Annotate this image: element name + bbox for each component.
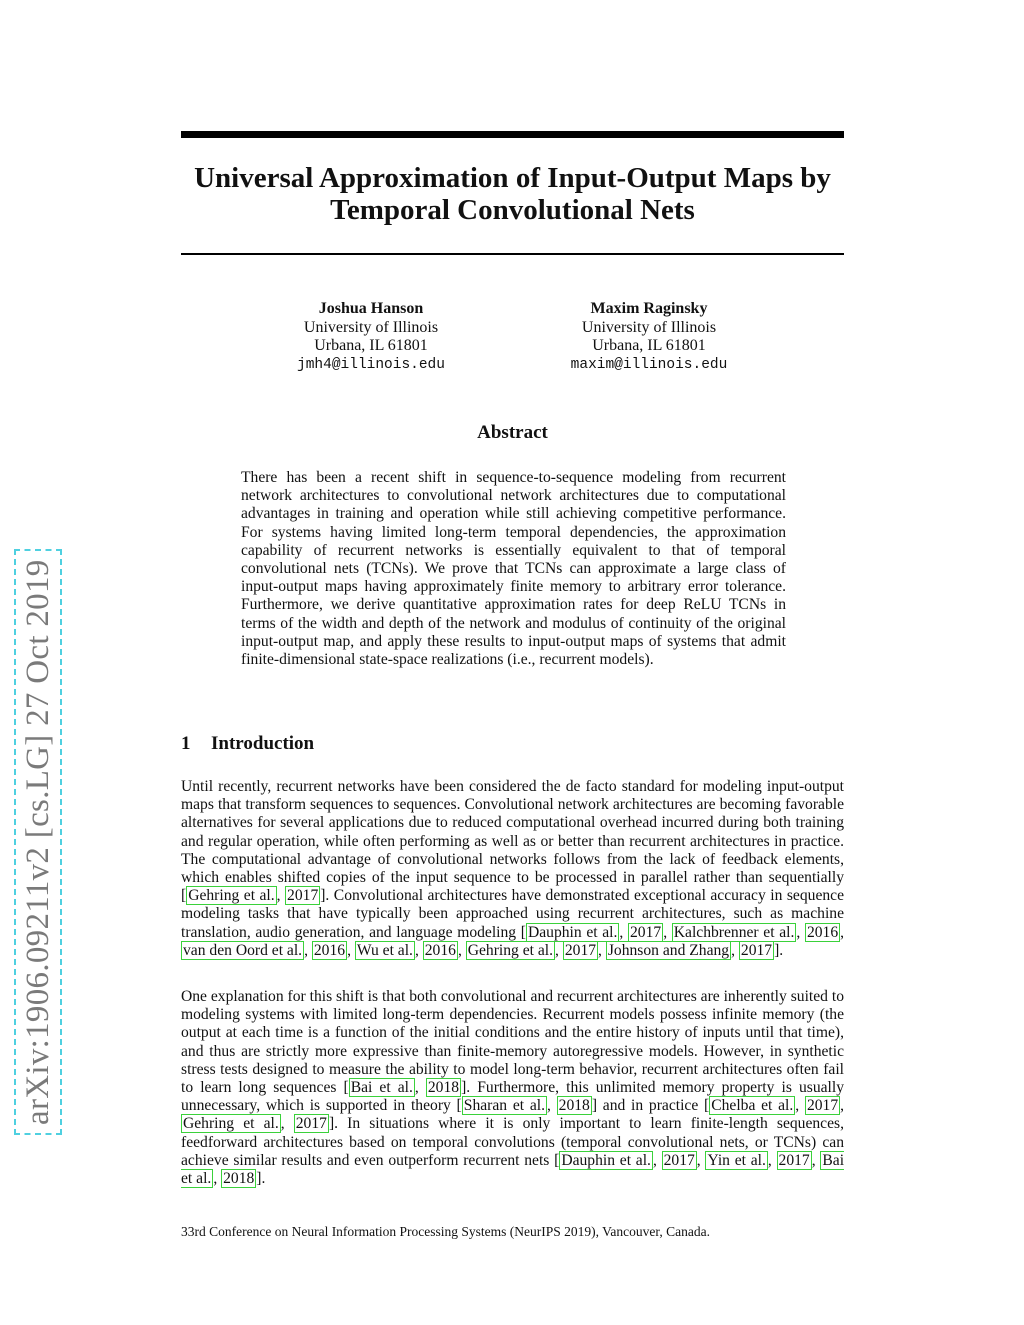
citation-year-link[interactable]: 2018	[223, 1170, 255, 1188]
paragraph-text: ]. In situations where it is only important to learn finite-length sequences, feedforward architectures based on temporal convolutions (temporal convolutional nets, or TCNs) can achieve similar results and even outperform recurrent nets [	[181, 1115, 844, 1169]
citation-year-link[interactable]: 2016	[424, 941, 456, 959]
author-name: Maxim Raginsky	[590, 300, 708, 317]
citation-year-link[interactable]: 2018	[558, 1097, 590, 1115]
abstract-heading: Abstract	[477, 422, 548, 443]
section-title: Introduction	[211, 733, 315, 754]
citation-year-link[interactable]: 2017	[630, 923, 662, 941]
paragraph-text: ]. Convolutional architectures have demonstrated exceptional accuracy in sequence modeling tasks that have typically been approached using recurrent architectures, such as machine translation, audio generation, and language modeling [	[181, 887, 844, 941]
author-email[interactable]: jmh4@illinois.edu	[297, 356, 445, 373]
section-number: 1	[181, 733, 191, 754]
citation-link[interactable]: Chelba et al.	[711, 1097, 794, 1115]
citation-year-link[interactable]: 2017	[295, 1115, 327, 1133]
paragraph-text: ].	[256, 1170, 266, 1188]
author-name: Joshua Hanson	[318, 300, 424, 317]
citation-year-link[interactable]: 2017	[740, 941, 773, 959]
abstract-text: There has been a recent shift in sequence-to-sequence modeling from recurrent network architectures to convolutional network architectures due to computational advantages in training and operation while still achieving competitive performance. For systems having limited long-term temporal dependencies, the approximation capability of recurrent networks is essentially equivalent to that of temporal convolutional nets (TCNs). We prove that TCNs can approximate a large class of input-output maps having approximately finite memory to arbitrary error tolerance. Furthermore, we derive quantitative approximation rates for deep ReLU TCNs in terms of the width and depth of the network and modulus of continuity of the original input-output map, and apply these results to input-output maps of systems that admit finite-dimensional state-space realizations (i.e., recurrent models).	[241, 469, 786, 669]
paragraph-text: Until recently, recurrent networks have been considered the de facto standard for modeling input-output maps that transform sequences to sequences. Convolutional network architectures are becoming favorable alternatives for several applications due to reduced computational overhead incurred during both training and regular operation, while often performing as well as or better than recurrent architectures in practice. The computational advantage of convolutional networks follows from the lack of feedback elements, which enables shifted copies of the input sequence to be processed in parallel rather than sequentially [	[181, 778, 844, 905]
citation-link[interactable]: Yin et al.	[707, 1151, 766, 1169]
citation-link[interactable]: Kalchbrenner et al.	[673, 923, 795, 941]
citation-link[interactable]: Gehring et al.	[467, 941, 554, 959]
citation-link[interactable]: van den Oord et al.	[183, 941, 303, 959]
author-block-2	[519, 300, 779, 374]
author-address: Urbana, IL 61801	[314, 337, 428, 354]
paragraph-text: One explanation for this shift is that both convolutional and recurrent architectures are inherently suited to modeling systems with limited long-term dependencies. Recurrent models possess infinite memory (the output at each time is a function of the initial conditions and the entire history of inputs until that time), and thus are strictly more expressive than finite-memory autoregressive models. However, in synthetic stress tests designed to measure the ability to model long-term behavior, recurrent architectures often fail to learn long sequences [	[181, 988, 844, 1097]
citation-year-link[interactable]: 2017	[287, 887, 319, 905]
citation-year-link[interactable]: 2017	[564, 941, 597, 959]
paragraph-text: ].	[774, 941, 784, 959]
citation-link[interactable]: Dauphin et al.	[527, 923, 618, 941]
author-email[interactable]: maxim@illinois.edu	[570, 356, 728, 373]
citation-link[interactable]: Dauphin et al.	[561, 1151, 651, 1169]
conference-footnote: 33rd Conference on Neural Information Processing Systems (NeurIPS 2019), Vancouver, Canada.	[181, 1224, 710, 1239]
author-address: Urbana, IL 61801	[592, 337, 706, 354]
citation-link[interactable]: Bai et al.	[350, 1079, 413, 1097]
intro-paragraph-1: Until recently, recurrent networks have been considered the de facto standard for modeling input-output maps that transform sequences to sequences. Convolutional network architectures are becoming favorable alternatives for several applications due to reduced computational overhead incurred during both training and regular operation, while often performing as well as or better than recurrent architectures in practice. The computational advantage of convolutional networks follows from the lack of feedback elements, which enables shifted copies of the input sequence to be processed in parallel rather than sequentially [ Gehring et al. , 2017 ]. Convolutional architectures have demonstrated exceptional accuracy in sequence modeling tasks that have typically been approached using recurrent architectures, such as machine translation, audio generation, and language modeling [ Dauphin et al. , 2017 , Kalchbrenner et al. , 2016 , van den Oord et al. , 2016 , Wu et al. , 2016 , Gehring et al. , 2017 , Johnson and Zhang , 2017 ].	[181, 778, 845, 959]
arxiv-stamp[interactable]: arXiv:1906.09211v2 [cs.LG] 27 Oct 2019	[14, 549, 62, 1135]
citation-link[interactable]: Sharan et al.	[463, 1097, 545, 1115]
citation-year-link[interactable]: 2017	[663, 1151, 695, 1169]
author-affiliation: University of Illinois	[581, 318, 717, 336]
citation-year-link[interactable]: 2017	[778, 1151, 810, 1169]
paragraph-text: ]. Furthermore, this unlimited memory property is usually unnecessary, which is supported in theory [	[181, 1079, 845, 1115]
title-line-2: Temporal Convolutional Nets	[330, 194, 695, 226]
intro-paragraph-2: One explanation for this shift is that both convolutional and recurrent architectures are inherently suited to modeling systems with limited long-term dependencies. Recurrent models possess infinite memory (the output at each time is a function of the initial conditions and the entire history of inputs until that time), and thus are strictly more expressive than finite-memory autoregressive models. However, in synthetic stress tests designed to measure the ability to model long-term behavior, recurrent architectures often fail to learn long sequences [ Bai et al. , 2018 ]. Furthermore, this unlimited memory property is usually unnecessary, which is supported in theory [ Sharan et al. , 2018 ] and in practice [ Chelba et al. , 2017 , Gehring et al. , 2017 ]. In situations where it is only important to learn finite-length sequences, feedforward architectures based on temporal convolutions (temporal convolutional nets, or TCNs) can achieve similar results and even outperform recurrent nets [ Dauphin et al. , 2017 , Yin et al. , 2017 , Bai et al. , 2018 ].	[181, 988, 845, 1188]
citation-link[interactable]: Wu et al.	[356, 941, 413, 959]
author-block-1	[241, 300, 501, 374]
citation-year-link[interactable]: 2018	[427, 1079, 460, 1097]
author-affiliation: University of Illinois	[303, 318, 439, 336]
section-heading	[181, 733, 314, 755]
citation-year-link[interactable]: 2017	[806, 1097, 839, 1115]
citation-link[interactable]: Gehring et al.	[183, 1115, 279, 1133]
title-top-rule	[181, 131, 844, 138]
citation-year-link[interactable]: 2016	[313, 941, 346, 959]
citation-link[interactable]: Gehring et al.	[188, 887, 275, 905]
title-line-1: Universal Approximation of Input-Output Maps by	[194, 162, 831, 194]
paragraph-text: ] and in practice [	[591, 1097, 710, 1115]
paper-title	[181, 162, 844, 226]
citation-link[interactable]: Bai et al.	[181, 1151, 845, 1188]
citation-link[interactable]: Johnson and Zhang	[607, 941, 730, 959]
title-bottom-rule	[181, 253, 844, 255]
citation-year-link[interactable]: 2016	[806, 923, 839, 941]
